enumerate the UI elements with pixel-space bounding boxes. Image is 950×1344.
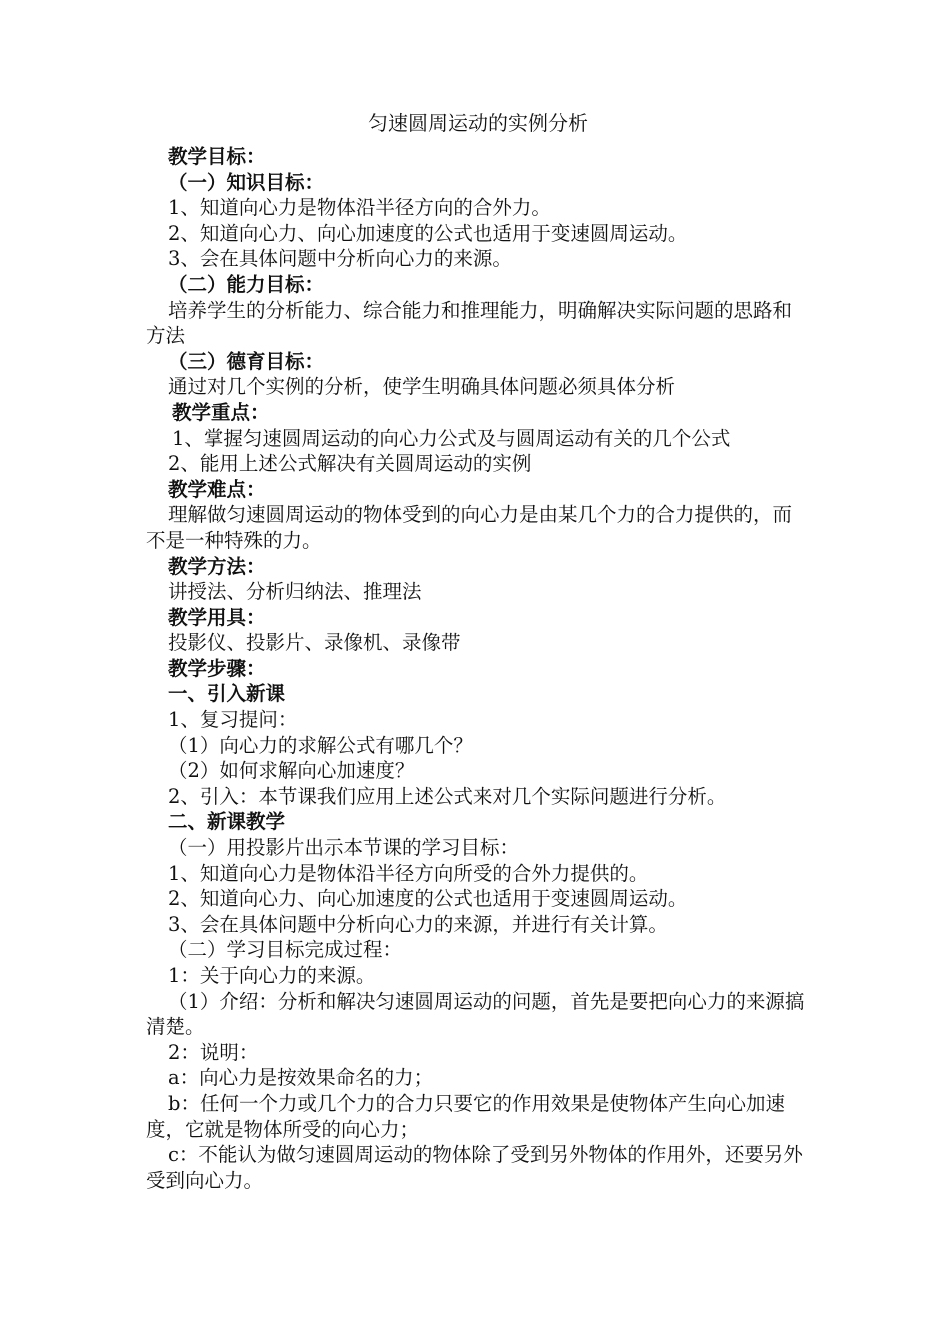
heading-teaching-focus: 教学重点： <box>172 400 270 424</box>
knowledge-goal-2: 2、知道向心力、向心加速度的公式也适用于变速圆周运动。 <box>168 221 688 245</box>
explanation-a: a：向心力是按效果命名的力； <box>168 1066 434 1090</box>
tools-text: 投影仪、投影片、录像机、录像带 <box>168 631 461 655</box>
heading-teaching-methods: 教学方法： <box>168 554 266 578</box>
centripetal-source-heading: 1：关于向心力的来源。 <box>168 964 376 987</box>
review-questions-label: 1、复习提问： <box>168 708 298 732</box>
introduction-text: 2、引入：本节课我们应用上述公式来对几个实际问题进行分析。 <box>168 784 727 808</box>
subheading-knowledge-goals: （一）知识目标： <box>168 170 325 194</box>
explanation-c: c：不能认为做匀速圆周运动的物体除了受到另外物体的作用外，还要另外受到向心力。 <box>146 1143 803 1192</box>
difficulty-paragraph: 理解做匀速圆周运动的物体受到的向心力是由某几个力的合力提供的，而不是一种特殊的力。 <box>146 503 793 552</box>
review-question-1: （1）向心力的求解公式有哪几个？ <box>168 733 473 757</box>
heading-teaching-difficulty: 教学难点： <box>168 477 266 501</box>
knowledge-goal-3: 3、会在具体问题中分析向心力的来源。 <box>168 247 512 271</box>
moral-goal-paragraph: 通过对几个实例的分析，使学生明确具体问题必须具体分析 <box>168 375 676 399</box>
objectives-process-label: （二）学习目标完成过程： <box>168 938 403 962</box>
review-question-2: （2）如何求解向心加速度？ <box>168 759 415 783</box>
subheading-moral-goals: （三）德育目标： <box>168 349 325 373</box>
ability-goal-paragraph: 培养学生的分析能力、综合能力和推理能力，明确解决实际问题的思路和方法 <box>146 298 793 348</box>
heading-teaching-goals: 教学目标： <box>168 145 266 168</box>
objective-1: 1、知道向心力是物体沿半径方向所受的合外力提供的。 <box>168 861 649 885</box>
objective-2: 2、知道向心力、向心加速度的公式也适用于变速圆周运动。 <box>168 887 688 911</box>
introduction-paragraph: （1）介绍：分析和解决匀速圆周运动的问题，首先是要把向心力的来源搞清楚。 <box>146 989 805 1039</box>
section-introduction: 一、引入新课 <box>168 682 286 706</box>
section-new-lesson: 二、新课教学 <box>168 810 286 834</box>
explanation-label: 2：说明： <box>168 1040 259 1064</box>
knowledge-goal-1: 1、知道向心力是物体沿半径方向的合外力。 <box>168 196 551 220</box>
document-page <box>146 110 810 1193</box>
document-title: 匀速圆周运动的实例分析 <box>368 111 588 135</box>
methods-text: 讲授法、分析归纳法、推理法 <box>168 580 422 604</box>
objectives-projection-label: （一）用投影片出示本节课的学习目标： <box>168 836 520 860</box>
objective-3: 3、会在具体问题中分析向心力的来源，并进行有关计算。 <box>168 912 668 936</box>
focus-item-2: 2、能用上述公式解决有关圆周运动的实例 <box>168 452 532 476</box>
heading-teaching-tools: 教学用具： <box>168 605 266 629</box>
focus-item-1: 1、掌握匀速圆周运动的向心力公式及与圆周运动有关的几个公式 <box>172 426 731 450</box>
heading-teaching-steps: 教学步骤： <box>168 656 266 680</box>
explanation-b: b：任何一个力或几个力的合力只要它的作用效果是使物体产生向心加速度，它就是物体所受的向心力； <box>146 1091 785 1141</box>
subheading-ability-goals: （二）能力目标： <box>168 272 325 296</box>
